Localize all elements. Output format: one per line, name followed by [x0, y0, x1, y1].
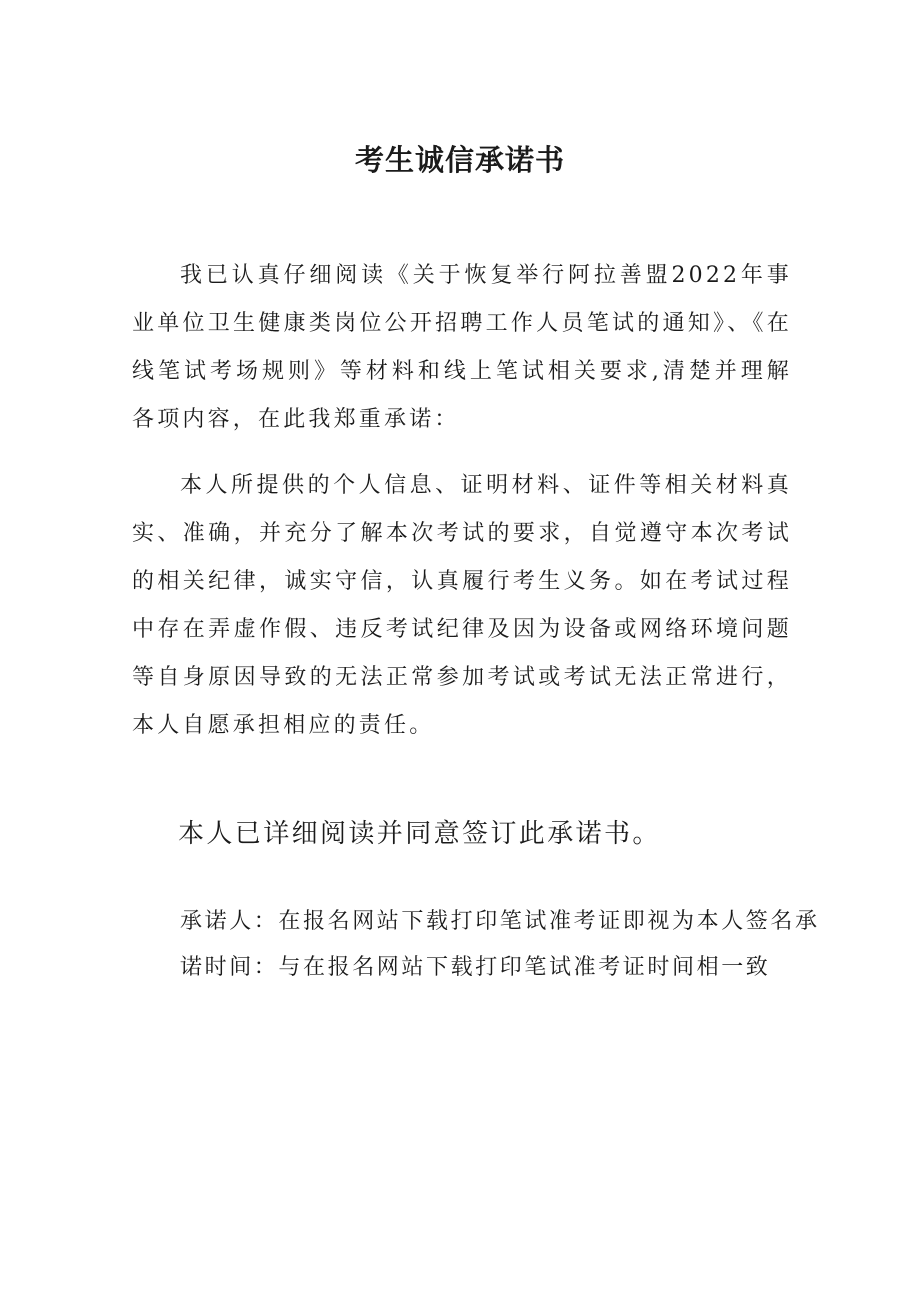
commitment-body-paragraph: 本人所提供的个人信息、证明材料、证件等相关材料真实、准确，并充分了解本次考试的要求，自觉遵守本次考试的相关纪律，诚实守信，认真履行考生义务。如在考试过程中存在弄虚作假、违反考试纪律及因为设备或网络环境问题等自身原因导致的无法正常参加考试或考试无法正常进行，本人自愿承担相应的责任。 — [132, 473, 792, 738]
signer-line: 承诺人：在报名网站下载打印笔试准考证即视为本人签名承 — [180, 909, 820, 934]
commitment-intro-paragraph: 我已认真仔细阅读《关于恢复举行阿拉善盟2022年事业单位卫生健康类岗位公开招聘工作人员笔试的通知》、《在线笔试考场规则》等材料和线上笔试相关要求,清楚并理解各项内容，在此我郑重承诺： — [132, 263, 792, 432]
sign-time-line: 诺时间：与在报名网站下载打印笔试准考证时间相一致 — [180, 955, 771, 980]
agreement-statement: 本人已详细阅读并同意签订此承诺书。 — [178, 819, 661, 849]
document-title: 考生诚信承诺书 — [354, 143, 565, 177]
